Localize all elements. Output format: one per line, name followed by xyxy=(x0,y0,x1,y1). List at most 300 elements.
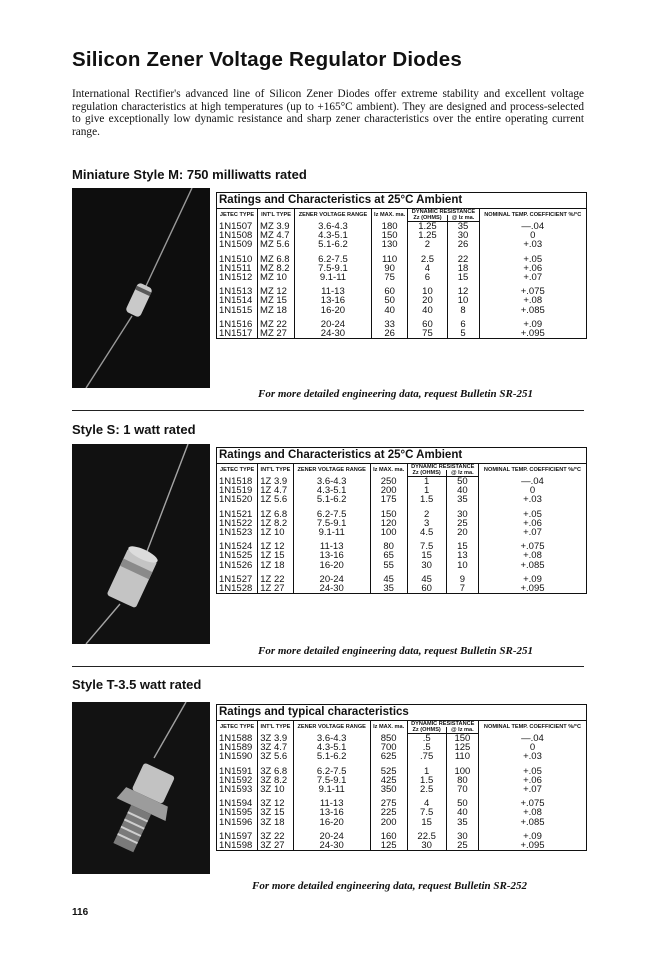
cell-at-iz: 9 xyxy=(446,570,478,584)
cell-iz-max: 33 xyxy=(371,315,408,329)
cell-intl-type: MZ 8.2 xyxy=(258,264,295,273)
cell-temp-coeff: +.085 xyxy=(479,306,586,315)
cell-temp-coeff: +.075 xyxy=(478,794,586,808)
cell-zz-ohms: 2 xyxy=(408,240,447,249)
cell-zz-ohms: .5 xyxy=(407,734,446,744)
col-header-temp: NOMINAL TEMP. COEFFICIENT %/°C xyxy=(478,464,586,477)
cell-jetec-type: 1N1512 xyxy=(219,272,253,284)
cell-temp-coeff: +.08 xyxy=(479,296,586,305)
cell-iz-max: 26 xyxy=(371,329,408,338)
table-row xyxy=(217,240,586,249)
cell-at-iz: 20 xyxy=(446,528,478,537)
table-caption: Ratings and Characteristics at 25°C Ambient xyxy=(217,448,586,464)
cell-jetec-type: 1N1591 xyxy=(219,765,253,777)
cell-zener-range: 13-16 xyxy=(295,296,372,305)
col-header-intl: INT'L TYPE xyxy=(258,209,295,222)
cell-iz-max: 35 xyxy=(370,584,407,593)
page-title: Silicon Zener Voltage Regulator Diodes xyxy=(72,48,462,71)
cell-zener-range: 20-24 xyxy=(293,570,370,584)
cell-zener-range: 16-20 xyxy=(293,561,370,570)
col-header-temp: NOMINAL TEMP. COEFFICIENT %/°C xyxy=(478,721,586,734)
cell-iz-max: 55 xyxy=(370,561,407,570)
cell-jetec-type: 1N1588 xyxy=(219,732,253,744)
cell-zener-range: 3.6-4.3 xyxy=(293,734,370,744)
cell-temp-coeff: +.075 xyxy=(479,282,586,296)
cell-zener-range: 24-30 xyxy=(295,329,372,338)
cell-intl-type: 1Z 18 xyxy=(258,561,293,570)
cell-zener-range: 9.1-11 xyxy=(293,528,370,537)
cell-iz-max: 350 xyxy=(370,785,407,794)
table-row xyxy=(217,584,586,593)
cell-intl-type: MZ 12 xyxy=(258,282,295,296)
table-row xyxy=(217,250,586,264)
col-header-at-iz: @ Iz ma. xyxy=(446,470,478,477)
cell-zener-range: 11-13 xyxy=(293,794,370,808)
data-table xyxy=(217,209,586,338)
col-header-intl: INT'L TYPE xyxy=(258,464,293,477)
cell-intl-type: MZ 4.7 xyxy=(258,231,295,240)
cell-intl-type: 1Z 12 xyxy=(258,537,293,551)
cell-iz-max: 425 xyxy=(370,776,407,785)
cell-zz-ohms: 2.5 xyxy=(408,250,447,264)
cell-at-iz: 15 xyxy=(447,273,479,282)
cell-jetec-type: 1N1520 xyxy=(219,494,253,506)
cell-intl-type: 3Z 18 xyxy=(258,818,293,827)
cell-zener-range: 20-24 xyxy=(293,827,370,841)
cell-jetec-type: 1N1517 xyxy=(219,328,253,340)
diode-photo-style-m xyxy=(72,188,210,388)
cell-temp-coeff: +.07 xyxy=(478,528,586,537)
cell-temp-coeff: +.095 xyxy=(478,841,586,850)
cell-iz-max: 180 xyxy=(371,222,408,232)
cell-intl-type: 1Z 22 xyxy=(258,570,293,584)
cell-at-iz: 35 xyxy=(446,818,478,827)
cell-at-iz: 25 xyxy=(446,841,478,850)
cell-at-iz: 10 xyxy=(447,296,479,305)
cell-intl-type: 1Z 3.9 xyxy=(258,477,293,487)
cell-jetec-type: 1N1507 xyxy=(219,220,253,232)
cell-temp-coeff: +.08 xyxy=(478,551,586,560)
cell-zener-range: 24-30 xyxy=(293,841,370,850)
cell-jetec-type: 1N1595 xyxy=(219,807,253,819)
cell-zz-ohms: 30 xyxy=(407,561,446,570)
cell-at-iz: 15 xyxy=(446,537,478,551)
col-header-dynamic: DYNAMIC RESISTANCE xyxy=(407,464,478,470)
cell-jetec-type: 1N1597 xyxy=(219,830,253,842)
cell-iz-max: 110 xyxy=(371,250,408,264)
cell-iz-max: 150 xyxy=(371,231,408,240)
col-header-zz: Zz (OHMS) xyxy=(407,727,446,734)
cell-iz-max: 150 xyxy=(370,505,407,519)
cell-jetec-type: 1N1590 xyxy=(219,751,253,763)
diode-photo-style-s xyxy=(72,444,210,644)
cell-at-iz: 50 xyxy=(446,477,478,487)
col-header-iz: Iz MAX. ma. xyxy=(371,209,408,222)
cell-iz-max: 90 xyxy=(371,264,408,273)
col-header-jetec: JETEC TYPE xyxy=(220,467,255,474)
cell-intl-type: 3Z 8.2 xyxy=(258,776,293,785)
cell-iz-max: 80 xyxy=(370,537,407,551)
cell-zz-ohms: 15 xyxy=(407,551,446,560)
cell-jetec-type: 1N1525 xyxy=(219,550,253,562)
cell-temp-coeff: +.095 xyxy=(479,329,586,338)
cell-at-iz: 100 xyxy=(446,762,478,776)
cell-intl-type: 1Z 6.8 xyxy=(258,505,293,519)
cell-intl-type: MZ 27 xyxy=(258,329,295,338)
cell-at-iz: 30 xyxy=(446,827,478,841)
section-divider xyxy=(72,666,584,667)
cell-zener-range: 7.5-9.1 xyxy=(293,776,370,785)
section-heading-s: Style S: 1 watt rated xyxy=(72,422,196,437)
cell-at-iz: 70 xyxy=(446,785,478,794)
table-row xyxy=(217,561,586,570)
cell-zener-range: 6.2-7.5 xyxy=(293,505,370,519)
cell-at-iz: 40 xyxy=(446,486,478,495)
footnote-s: For more detailed engineering data, request Bulletin SR-251 xyxy=(258,645,534,657)
cell-jetec-type: 1N1510 xyxy=(219,253,253,265)
table-row xyxy=(217,528,586,537)
cell-zz-ohms: .5 xyxy=(407,743,446,752)
cell-zz-ohms: 4.5 xyxy=(407,528,446,537)
cell-intl-type: MZ 18 xyxy=(258,306,295,315)
cell-jetec-type: 1N1524 xyxy=(219,541,253,553)
col-header-jetec: JETEC TYPE xyxy=(219,212,255,219)
cell-zener-range: 16-20 xyxy=(295,306,372,315)
data-table xyxy=(217,464,586,593)
table-row xyxy=(217,752,586,761)
cell-zener-range: 6.2-7.5 xyxy=(295,250,372,264)
cell-jetec-type: 1N1522 xyxy=(219,517,253,529)
cell-iz-max: 700 xyxy=(370,743,407,752)
cell-zz-ohms: 3 xyxy=(407,519,446,528)
table-caption: Ratings and Characteristics at 25°C Ambient xyxy=(217,193,586,209)
cell-temp-coeff: +.07 xyxy=(479,273,586,282)
cell-jetec-type: 1N1521 xyxy=(219,508,253,520)
table-row xyxy=(217,315,586,329)
cell-temp-coeff: 0 xyxy=(478,743,586,752)
cell-at-iz: 5 xyxy=(447,329,479,338)
cell-jetec-type: 1N1519 xyxy=(219,485,253,497)
cell-temp-coeff: —.04 xyxy=(479,222,586,232)
cell-zz-ohms: 60 xyxy=(407,584,446,593)
cell-temp-coeff: +.09 xyxy=(478,827,586,841)
table-row xyxy=(217,495,586,504)
cell-zz-ohms: 2.5 xyxy=(407,785,446,794)
cell-iz-max: 160 xyxy=(370,827,407,841)
table-row xyxy=(217,794,586,808)
cell-temp-coeff: +.06 xyxy=(478,776,586,785)
cell-intl-type: 1Z 8.2 xyxy=(258,519,293,528)
diode-photo-style-t xyxy=(72,702,210,874)
cell-at-iz: 35 xyxy=(447,222,479,232)
table-row xyxy=(217,570,586,584)
cell-temp-coeff: +.095 xyxy=(478,584,586,593)
table-caption: Ratings and typical characteristics xyxy=(217,705,586,721)
cell-jetec-type: 1N1515 xyxy=(219,304,253,316)
cell-zz-ohms: 6 xyxy=(408,273,447,282)
cell-at-iz: 6 xyxy=(447,315,479,329)
cell-temp-coeff: +.08 xyxy=(478,808,586,817)
table-row xyxy=(217,282,586,296)
cell-jetec-type: 1N1511 xyxy=(219,262,252,274)
table-row xyxy=(217,785,586,794)
cell-zener-range: 4.3-5.1 xyxy=(295,231,372,240)
col-header-iz: Iz MAX. ma. xyxy=(370,721,407,734)
cell-intl-type: 3Z 6.8 xyxy=(258,762,293,776)
col-header-zz: Zz (OHMS) xyxy=(408,215,447,222)
cell-jetec-type: 1N1598 xyxy=(219,840,253,852)
table-row xyxy=(217,818,586,827)
cell-iz-max: 75 xyxy=(371,273,408,282)
table-body xyxy=(217,477,586,594)
cell-intl-type: 3Z 3.9 xyxy=(258,734,293,744)
cell-at-iz: 125 xyxy=(446,743,478,752)
table-row xyxy=(217,827,586,841)
cell-zener-range: 13-16 xyxy=(293,808,370,817)
cell-temp-coeff: +.085 xyxy=(478,818,586,827)
cell-jetec-type: 1N1513 xyxy=(219,286,253,298)
cell-at-iz: 30 xyxy=(446,505,478,519)
ratings-table-s xyxy=(216,447,587,594)
cell-intl-type: MZ 6.8 xyxy=(258,250,295,264)
cell-zz-ohms: 40 xyxy=(408,306,447,315)
cell-intl-type: 3Z 12 xyxy=(258,794,293,808)
cell-intl-type: 1Z 27 xyxy=(258,584,293,593)
cell-iz-max: 65 xyxy=(370,551,407,560)
cell-intl-type: MZ 5.6 xyxy=(258,240,295,249)
cell-temp-coeff: +.03 xyxy=(478,752,586,761)
table-body xyxy=(217,222,586,339)
cell-iz-max: 250 xyxy=(370,477,407,487)
cell-zener-range: 13-16 xyxy=(293,551,370,560)
cell-iz-max: 225 xyxy=(370,808,407,817)
col-header-zener: ZENER VOLTAGE RANGE xyxy=(293,464,370,477)
cell-temp-coeff: +.09 xyxy=(478,570,586,584)
col-header-zener: ZENER VOLTAGE RANGE xyxy=(293,721,370,734)
cell-at-iz: 18 xyxy=(447,264,479,273)
cell-intl-type: MZ 22 xyxy=(258,315,295,329)
table-row xyxy=(217,306,586,315)
cell-temp-coeff: +.07 xyxy=(478,785,586,794)
cell-at-iz: 35 xyxy=(446,495,478,504)
cell-zz-ohms: 1 xyxy=(407,477,446,487)
cell-jetec-type: 1N1589 xyxy=(219,742,253,754)
table-row xyxy=(217,841,586,850)
data-table xyxy=(217,721,586,850)
intro-paragraph: International Rectifier's advanced line of Silicon Zener Diodes offer extreme stability and excellent voltage regulation characteristics at high temperatures (up to +165°C ambient). They are designed and process-selected to give exceptionally low dynamic resistance and sharp zener characteristics over the entire operating current range. xyxy=(72,88,584,138)
cell-zener-range: 11-13 xyxy=(293,537,370,551)
cell-zz-ohms: 4 xyxy=(407,794,446,808)
cell-zener-range: 16-20 xyxy=(293,818,370,827)
cell-intl-type: 3Z 4.7 xyxy=(258,743,293,752)
cell-jetec-type: 1N1508 xyxy=(219,230,253,242)
cell-temp-coeff: +.05 xyxy=(479,250,586,264)
cell-temp-coeff: +.09 xyxy=(479,315,586,329)
cell-zener-range: 11-13 xyxy=(295,282,372,296)
cell-zz-ohms: 7.5 xyxy=(407,537,446,551)
cell-zz-ohms: 45 xyxy=(407,570,446,584)
cell-intl-type: 3Z 22 xyxy=(258,827,293,841)
cell-intl-type: MZ 15 xyxy=(258,296,295,305)
col-header-intl: INT'L TYPE xyxy=(258,721,293,734)
cell-temp-coeff: 0 xyxy=(479,231,586,240)
cell-zener-range: 20-24 xyxy=(295,315,372,329)
cell-zz-ohms: 1.5 xyxy=(407,776,446,785)
cell-at-iz: 50 xyxy=(446,794,478,808)
ratings-table-m xyxy=(216,192,587,339)
cell-intl-type: 3Z 5.6 xyxy=(258,752,293,761)
cell-temp-coeff: +.085 xyxy=(478,561,586,570)
footnote-m: For more detailed engineering data, request Bulletin SR-251 xyxy=(258,388,534,400)
cell-iz-max: 200 xyxy=(370,486,407,495)
col-header-jetec: JETEC TYPE xyxy=(220,724,255,731)
cell-jetec-type: 1N1523 xyxy=(219,527,253,539)
cell-at-iz: 22 xyxy=(447,250,479,264)
cell-zener-range: 6.2-7.5 xyxy=(293,762,370,776)
cell-iz-max: 120 xyxy=(370,519,407,528)
cell-zz-ohms: 4 xyxy=(408,264,447,273)
cell-zz-ohms: .75 xyxy=(407,752,446,761)
col-header-dynamic: DYNAMIC RESISTANCE xyxy=(408,209,479,215)
cell-jetec-type: 1N1509 xyxy=(219,239,253,251)
cell-iz-max: 275 xyxy=(370,794,407,808)
cell-jetec-type: 1N1527 xyxy=(219,573,253,585)
cell-zz-ohms: 20 xyxy=(408,296,447,305)
table-row xyxy=(217,762,586,776)
cell-intl-type: MZ 3.9 xyxy=(258,222,295,232)
cell-intl-type: 3Z 10 xyxy=(258,785,293,794)
cell-zener-range: 9.1-11 xyxy=(295,273,372,282)
cell-jetec-type: 1N1526 xyxy=(219,559,253,571)
cell-jetec-type: 1N1593 xyxy=(219,784,253,796)
cell-temp-coeff: +.06 xyxy=(479,264,586,273)
cell-zz-ohms: 1.25 xyxy=(408,231,447,240)
cell-intl-type: 3Z 27 xyxy=(258,841,293,850)
cell-intl-type: 1Z 5.6 xyxy=(258,495,293,504)
cell-iz-max: 45 xyxy=(370,570,407,584)
cell-intl-type: MZ 10 xyxy=(258,273,295,282)
cell-zz-ohms: 1.25 xyxy=(408,222,447,232)
cell-zener-range: 5.1-6.2 xyxy=(295,240,372,249)
cell-zz-ohms: 1 xyxy=(407,486,446,495)
cell-at-iz: 25 xyxy=(446,519,478,528)
col-header-zz: Zz (OHMS) xyxy=(407,470,446,477)
cell-jetec-type: 1N1596 xyxy=(219,816,253,828)
table-row xyxy=(217,537,586,551)
cell-temp-coeff: —.04 xyxy=(478,477,586,487)
cell-iz-max: 60 xyxy=(371,282,408,296)
cell-intl-type: 3Z 15 xyxy=(258,808,293,817)
cell-temp-coeff: +.05 xyxy=(478,505,586,519)
cell-intl-type: 1Z 10 xyxy=(258,528,293,537)
cell-jetec-type: 1N1514 xyxy=(219,295,253,307)
cell-zener-range: 3.6-4.3 xyxy=(295,222,372,232)
cell-iz-max: 130 xyxy=(371,240,408,249)
footnote-t: For more detailed engineering data, request Bulletin SR-252 xyxy=(252,880,528,892)
cell-at-iz: 12 xyxy=(447,282,479,296)
cell-jetec-type: 1N1594 xyxy=(219,798,253,810)
col-header-iz: Iz MAX. ma. xyxy=(370,464,407,477)
cell-zener-range: 7.5-9.1 xyxy=(295,264,372,273)
page-number: 116 xyxy=(72,907,89,918)
cell-zz-ohms: 60 xyxy=(408,315,447,329)
cell-zener-range: 9.1-11 xyxy=(293,785,370,794)
col-header-zener: ZENER VOLTAGE RANGE xyxy=(295,209,372,222)
cell-at-iz: 40 xyxy=(446,808,478,817)
cell-zener-range: 4.3-5.1 xyxy=(293,486,370,495)
cell-zener-range: 24-30 xyxy=(293,584,370,593)
cell-zz-ohms: 1.5 xyxy=(407,495,446,504)
col-header-temp: NOMINAL TEMP. COEFFICIENT %/°C xyxy=(479,209,586,222)
cell-temp-coeff: +.03 xyxy=(478,495,586,504)
cell-at-iz: 7 xyxy=(446,584,478,593)
cell-temp-coeff: 0 xyxy=(478,486,586,495)
cell-temp-coeff: —.04 xyxy=(478,734,586,744)
cell-at-iz: 10 xyxy=(446,561,478,570)
cell-zener-range: 5.1-6.2 xyxy=(293,752,370,761)
cell-iz-max: 100 xyxy=(370,528,407,537)
cell-at-iz: 80 xyxy=(446,776,478,785)
cell-at-iz: 26 xyxy=(447,240,479,249)
cell-iz-max: 200 xyxy=(370,818,407,827)
cell-zener-range: 5.1-6.2 xyxy=(293,495,370,504)
cell-at-iz: 110 xyxy=(446,752,478,761)
col-header-at-iz: @ Iz ma. xyxy=(446,727,478,734)
cell-jetec-type: 1N1592 xyxy=(219,774,253,786)
cell-iz-max: 850 xyxy=(370,734,407,744)
table-row xyxy=(217,273,586,282)
cell-at-iz: 13 xyxy=(446,551,478,560)
cell-iz-max: 50 xyxy=(371,296,408,305)
cell-at-iz: 30 xyxy=(447,231,479,240)
cell-zz-ohms: 30 xyxy=(407,841,446,850)
cell-iz-max: 175 xyxy=(370,495,407,504)
cell-temp-coeff: +.03 xyxy=(479,240,586,249)
cell-zz-ohms: 15 xyxy=(407,818,446,827)
cell-zz-ohms: 10 xyxy=(408,282,447,296)
cell-jetec-type: 1N1516 xyxy=(219,318,253,330)
cell-at-iz: 150 xyxy=(446,734,478,744)
cell-temp-coeff: +.075 xyxy=(478,537,586,551)
cell-intl-type: 1Z 4.7 xyxy=(258,486,293,495)
cell-intl-type: 1Z 15 xyxy=(258,551,293,560)
cell-zz-ohms: 75 xyxy=(408,329,447,338)
cell-at-iz: 8 xyxy=(447,306,479,315)
cell-zener-range: 7.5-9.1 xyxy=(293,519,370,528)
cell-temp-coeff: +.06 xyxy=(478,519,586,528)
col-header-dynamic: DYNAMIC RESISTANCE xyxy=(407,721,478,727)
cell-jetec-type: 1N1528 xyxy=(219,583,253,595)
cell-zener-range: 3.6-4.3 xyxy=(293,477,370,487)
cell-zz-ohms: 22.5 xyxy=(407,827,446,841)
ratings-table-t xyxy=(216,704,587,851)
cell-temp-coeff: +.05 xyxy=(478,762,586,776)
cell-iz-max: 525 xyxy=(370,762,407,776)
table-row xyxy=(217,505,586,519)
cell-iz-max: 40 xyxy=(371,306,408,315)
col-header-at-iz: @ Iz ma. xyxy=(447,215,479,222)
section-heading-m: Miniature Style M: 750 milliwatts rated xyxy=(72,167,307,182)
cell-zz-ohms: 7.5 xyxy=(407,808,446,817)
cell-jetec-type: 1N1518 xyxy=(219,475,253,487)
section-divider xyxy=(72,410,584,411)
cell-iz-max: 125 xyxy=(370,841,407,850)
cell-zz-ohms: 2 xyxy=(407,505,446,519)
section-heading-t: Style T-3.5 watt rated xyxy=(72,677,202,692)
cell-zz-ohms: 1 xyxy=(407,762,446,776)
table-body xyxy=(217,734,586,851)
table-row xyxy=(217,329,586,338)
